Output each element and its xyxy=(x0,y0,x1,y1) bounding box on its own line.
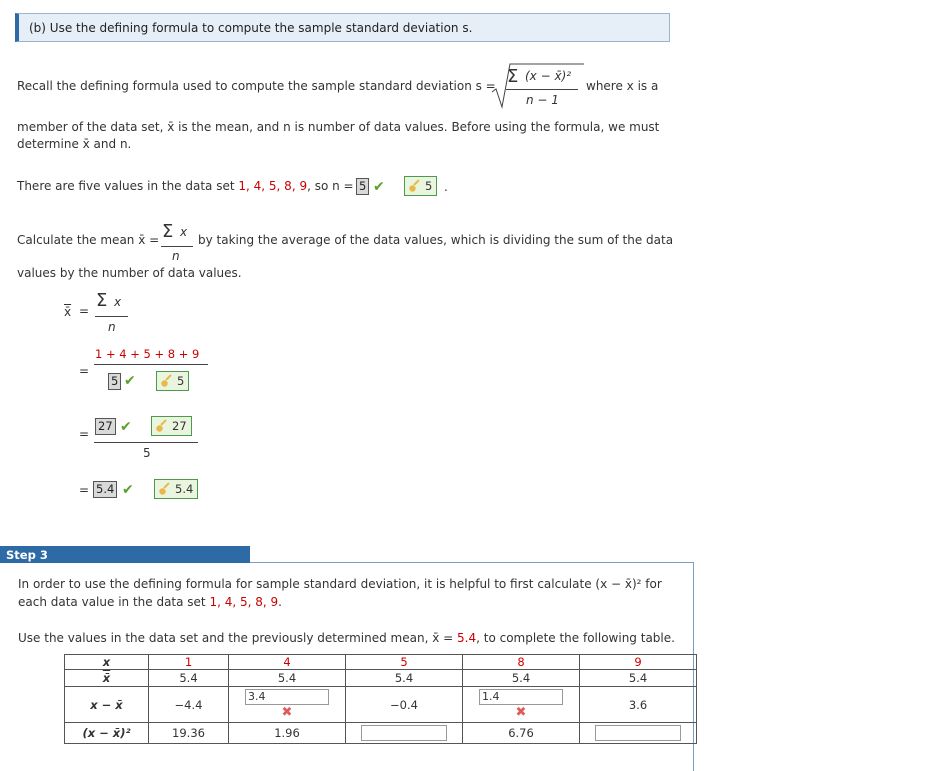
data-values: 1, 4, 5, 8, 9 xyxy=(209,595,279,609)
diff-input-2[interactable]: 3.4 xyxy=(245,689,329,705)
cell-diff-5: 3.6 xyxy=(580,687,697,723)
sq-input-5[interactable] xyxy=(595,725,681,741)
step-3-label: Step 3 xyxy=(6,548,48,562)
step-3-border xyxy=(250,562,694,563)
cell-x-4: 8 xyxy=(463,655,580,670)
frac-line-2 xyxy=(94,364,208,365)
cell-xbar-4: 5.4 xyxy=(463,670,580,687)
part-b-header xyxy=(15,13,670,42)
cell-diff-2 xyxy=(229,687,346,723)
sigma-icon: Σ xyxy=(96,290,108,311)
cell-x-3: 5 xyxy=(346,655,463,670)
cell-xbar-1: 5.4 xyxy=(149,670,229,687)
mean-frac-line xyxy=(161,246,193,247)
answer-key-n[interactable]: 5 xyxy=(404,176,437,196)
formula-numerator: (x − x̄)² xyxy=(525,69,572,83)
cell-sq-2: 1.96 xyxy=(229,723,346,744)
recall-line3: determine x̄ and n. xyxy=(17,137,132,151)
correct-check-icon: ✔ xyxy=(120,419,132,435)
table-row-x xyxy=(65,655,697,670)
step3-para2: Use the values in the data set and the previously determined mean, x̄ = 5.4, to complete the following table. xyxy=(18,631,675,645)
cell-x-2: 4 xyxy=(229,655,346,670)
cell-x-1: 1 xyxy=(149,655,229,670)
cell-x-5: 9 xyxy=(580,655,697,670)
sum-den: n xyxy=(108,320,116,334)
count-sentence: There are five values in the data set 1, 4, 5, 8, 9, so n = xyxy=(17,179,354,193)
sum-expression: 1 + 4 + 5 + 8 + 9 xyxy=(95,347,200,361)
table-row-xbar xyxy=(65,670,697,687)
sq-input-3[interactable] xyxy=(361,725,447,741)
equals-sign: = xyxy=(79,427,90,441)
mean-sentence-suffix: by taking the average of the data values, which is dividing the sum of the data xyxy=(198,233,674,247)
answer-key-divisor[interactable]: 5 xyxy=(156,371,189,391)
answer-key-sum[interactable]: 27 xyxy=(151,416,192,436)
sigma-icon: Σ xyxy=(162,221,174,242)
incorrect-x-icon: ✖ xyxy=(281,705,293,720)
equals-sign: = xyxy=(79,364,90,378)
row-label-xbar: x̄ xyxy=(65,670,149,687)
step3-para1b: each data value in the data set 1, 4, 5, 8, 9. xyxy=(18,595,282,609)
mean-frac-num: x xyxy=(180,225,188,239)
cell-diff-3: −0.4 xyxy=(346,687,463,723)
cell-sq-4: 6.76 xyxy=(463,723,580,744)
equals-sign: = xyxy=(79,483,90,497)
table-row-diff xyxy=(65,687,697,723)
key-icon xyxy=(155,419,169,433)
sigma-icon: Σ xyxy=(507,66,519,87)
period: . xyxy=(444,180,448,194)
answer-key-mean[interactable]: 5.4 xyxy=(154,479,198,499)
key-icon xyxy=(160,374,174,388)
mean-value: 5.4 xyxy=(457,631,477,645)
data-values: 1, 4, 5, 8, 9 xyxy=(238,179,308,193)
key-icon xyxy=(158,482,172,496)
row-label-x: x xyxy=(65,655,149,670)
formula-fraction-line xyxy=(506,89,578,90)
correct-check-icon: ✔ xyxy=(373,179,385,195)
cell-xbar-5: 5.4 xyxy=(580,670,697,687)
mean-sentence-line2: values by the number of data values. xyxy=(17,266,242,280)
step3-para1: In order to use the defining formula for sample standard deviation, it is helpful to first calculate (x − x̄)² for xyxy=(18,577,662,591)
n-answer-field[interactable]: 5 xyxy=(356,178,369,195)
recall-text: Recall the defining formula used to compute the sample standard deviation s = xyxy=(17,79,496,93)
mean-frac-den: n xyxy=(172,249,180,263)
correct-check-icon: ✔ xyxy=(124,373,136,389)
part-b-title: (b) Use the defining formula to compute the sample standard deviation s. xyxy=(29,21,473,35)
cell-xbar-3: 5.4 xyxy=(346,670,463,687)
sum-total-field[interactable]: 27 xyxy=(95,418,116,435)
formula-denominator: n − 1 xyxy=(526,93,559,107)
cell-sq-5 xyxy=(580,723,697,744)
frac-line-3 xyxy=(94,442,198,443)
incorrect-x-icon: ✖ xyxy=(515,705,527,720)
cell-diff-4 xyxy=(463,687,580,723)
row-label-diff: x − x̄ xyxy=(65,687,149,723)
correct-check-icon: ✔ xyxy=(122,482,134,498)
n-divisor-field[interactable]: 5 xyxy=(108,373,121,390)
divisor-value: 5 xyxy=(143,446,151,460)
diff-input-4[interactable]: 1.4 xyxy=(479,689,563,705)
key-icon xyxy=(408,179,422,193)
cell-sq-1: 19.36 xyxy=(149,723,229,744)
row-label-sq: (x − x̄)² xyxy=(65,723,149,744)
step-3-header xyxy=(0,546,250,563)
xbar-symbol: x̄ xyxy=(64,305,72,319)
mean-sentence-prefix: Calculate the mean x̄ = xyxy=(17,233,160,247)
cell-xbar-2: 5.4 xyxy=(229,670,346,687)
cell-sq-3 xyxy=(346,723,463,744)
mean-answer-field[interactable]: 5.4 xyxy=(93,481,117,498)
table-row-sq xyxy=(65,723,697,744)
sum-frac-line xyxy=(95,316,128,317)
equals-sign: = xyxy=(79,304,90,318)
recall-where: where x is a xyxy=(586,79,659,93)
recall-line2: member of the data set, x̄ is the mean, and n is number of data values. Before using the formula, we must xyxy=(17,120,660,134)
sum-num: x xyxy=(114,295,122,309)
cell-diff-1: −4.4 xyxy=(149,687,229,723)
deviation-table xyxy=(64,654,697,744)
